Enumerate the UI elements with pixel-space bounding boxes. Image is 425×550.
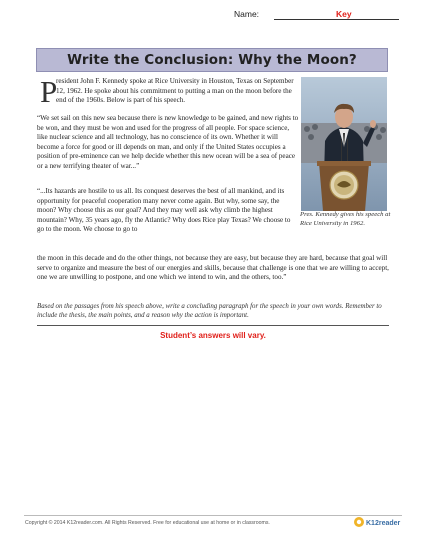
copyright-footer: Copyright © 2014 K12reader.com. All Rights Reserved. Free for educational use at home or in classrooms. [25, 520, 270, 526]
name-field [234, 8, 404, 22]
kennedy-photo [301, 77, 387, 211]
key-label: Key [336, 9, 352, 19]
quote-paragraph-2-continued: the moon in this decade and do the other things, not because they are easy, but because they are hard, because that goal will serve to organize and measure the best of our energies and skills, because that challenge is one that we are willing to accept, one we are unwilling to postpone, and one which we intend to win, and the others, too.” [37, 254, 389, 282]
quote-paragraph-1: “We set sail on this new sea because there is new knowledge to be gained, and new rights to be won, and they must be won and used for the progress of all people. For space science, like nuclear science and all technology, has no conscience of its own. Whether it will become a force for good or ill depends on man, and only if the United States occupies a position of pre-eminence can we help decide whether this new ocean will be a sea of peace or a new terrifying theater of war...” [37, 114, 299, 170]
instructions: Based on the passages from his speech above, write a concluding paragraph for the speech in your own words. Remember to include the thesis, the main points, and a reason why the action is important. [37, 303, 382, 319]
k12reader-logo-icon [352, 515, 402, 529]
svg-text:K12reader: K12reader [366, 520, 401, 527]
quote-paragraph-2: “...Its hazards are hostile to us all. Its conquest deserves the best of all mankind, and its opportunity for peaceful cooperation many never come again. But why, some say, the moon? Why choose this as our goal? And they may well ask why climb the highest mountain? Why, 35 years ago, fly the Atlantic? Why does Rice play Texas? We choose to go to the moon. We choose to go to [37, 187, 291, 234]
intro-text: resident John F. Kennedy spoke at Rice University in Houston, Texas on September 12, 1962. He spoke about his commitment to putting a man on the moon before the end of the 1960s. Below is part of his speech. [56, 77, 294, 105]
kennedy-photo-image [301, 77, 387, 211]
name-label: Name: [234, 9, 260, 19]
title-banner [36, 48, 388, 72]
page-title: Write the Conclusion: Why the Moon? [67, 52, 357, 68]
intro-paragraph [40, 74, 300, 109]
name-underline [274, 19, 399, 20]
k12reader-logo [352, 515, 402, 529]
footer-divider [24, 515, 402, 516]
photo-caption: Pres. Kennedy gives his speech at Rice University in 1962. [300, 211, 391, 227]
drop-cap: P [40, 74, 58, 109]
answer-key-text: Student’s answers will vary. [160, 331, 266, 340]
answer-line [37, 325, 389, 326]
